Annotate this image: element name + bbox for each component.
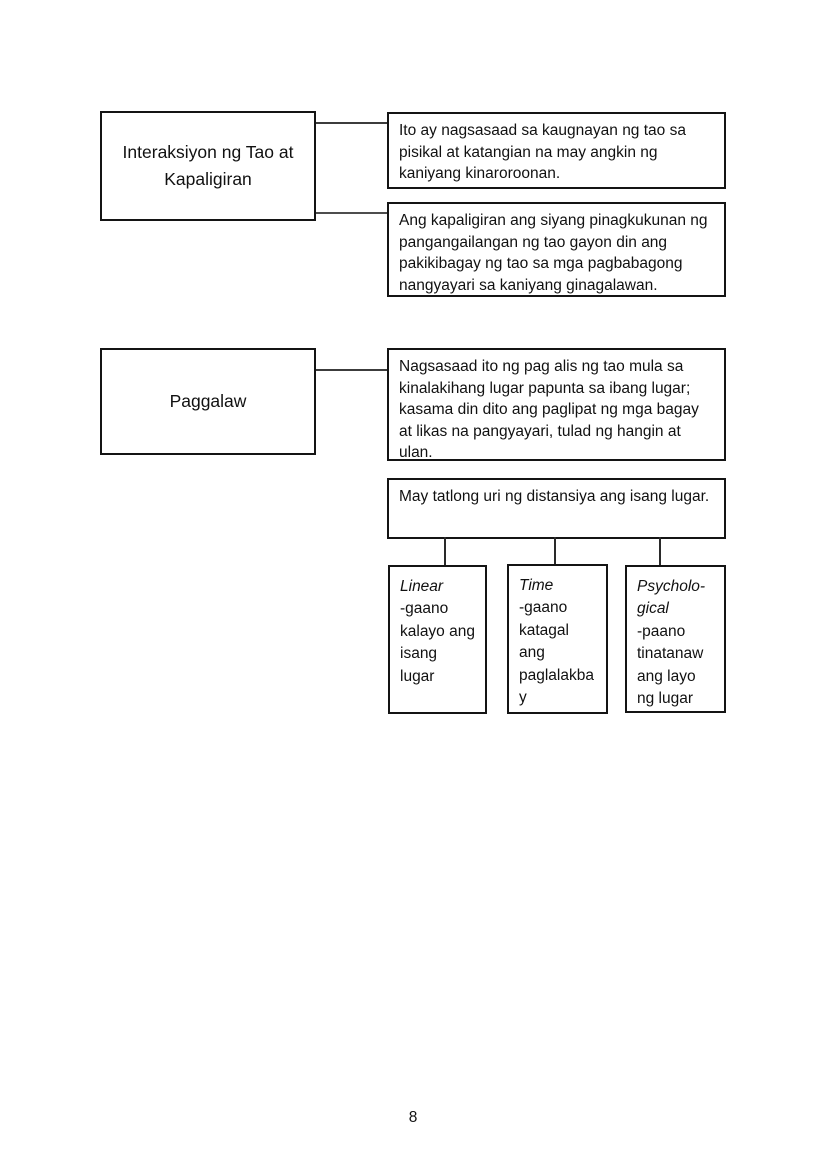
- type-box-psychological: [625, 565, 726, 713]
- topic-box-paggalaw: Paggalaw: [100, 348, 316, 455]
- detail-box-interaksiyon-1: Ito ay nagsasaad sa kaugnayan ng tao sa pisikal at katangian na may angkin ng kaniyang kinaroroonan.: [387, 112, 726, 189]
- topic-box-interaksiyon: Interaksiyon ng Tao at Kapaligiran: [100, 111, 316, 221]
- connector-psychological: [659, 537, 661, 565]
- type-box-linear: [388, 565, 487, 714]
- page-number: 8: [408, 1109, 418, 1126]
- connector-time: [554, 537, 556, 565]
- type-description-time: -gaano katagal ang paglalakbay: [519, 599, 594, 707]
- connector-linear: [444, 537, 446, 565]
- detail-box-paggalaw: Nagsasaad ito ng pag alis ng tao mula sa kinalakihang lugar papunta sa ibang lugar; kasama din dito ang paglipat ng mga bagay at likas na pangyayari, tulad ng hangin at ulan.: [387, 348, 726, 461]
- intro-box-distansiya: May tatlong uri ng distansiya ang isang lugar.: [387, 478, 726, 539]
- type-description-psychological: -paano tinatanaw ang layo ng lugar: [637, 622, 704, 708]
- type-description-linear: -gaano kalayo ang isang lugar: [400, 600, 475, 685]
- connector-interaksiyon-detail-2: [316, 212, 387, 214]
- connector-paggalaw-detail: [316, 369, 387, 371]
- connector-interaksiyon-detail-1: [316, 122, 387, 124]
- type-title-psychological: Psycholo-gical: [637, 578, 706, 618]
- type-title-linear: Linear: [400, 578, 444, 595]
- detail-box-interaksiyon-2: Ang kapaligiran ang siyang pinagkukunan ng pangangailangan ng tao gayon din ang pakikibagay ng tao sa mga pagbabagong nangyayari sa kaniyang ginagalawan.: [387, 202, 726, 297]
- type-box-time: [507, 564, 608, 714]
- type-title-time: Time: [519, 577, 554, 594]
